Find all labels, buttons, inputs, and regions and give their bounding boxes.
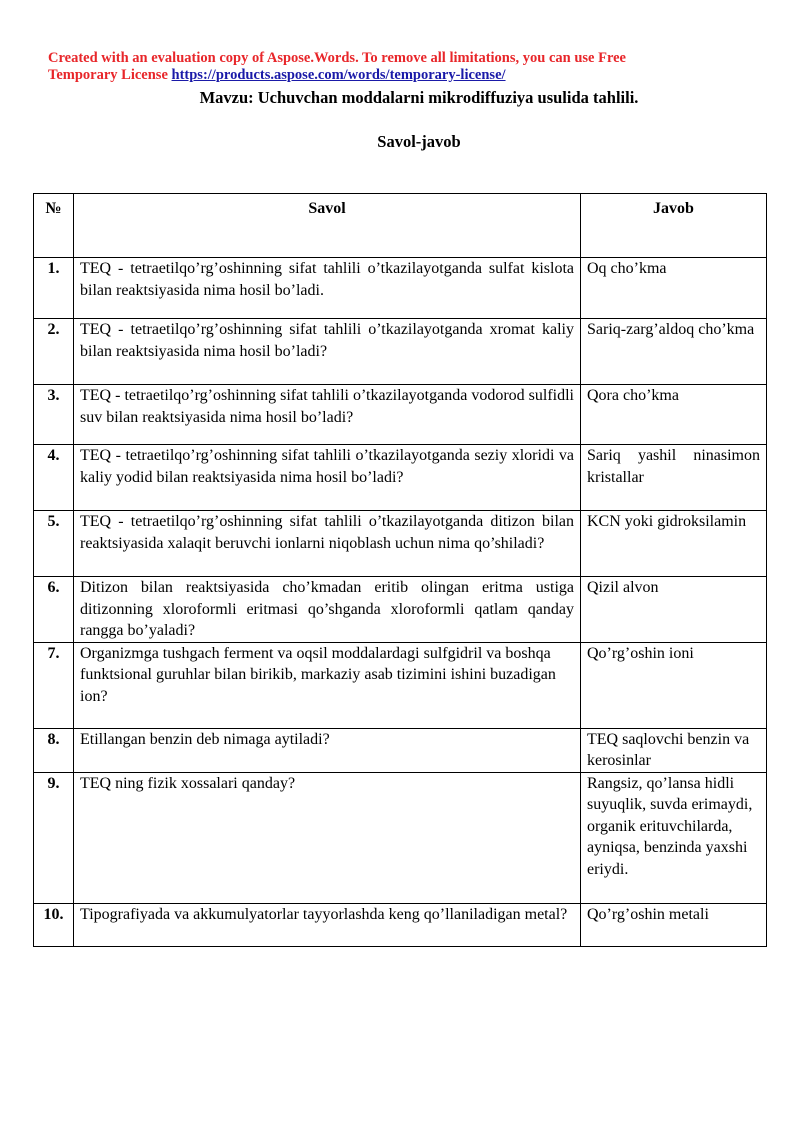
table-row [34, 319, 767, 385]
row-number: 10. [34, 903, 74, 946]
evaluation-watermark [48, 50, 768, 84]
row-question: TEQ - tetraetilqo’rg’oshinning sifat tahlili o’tkazilayotganda sulfat kislota bilan reaktsiyasida nima hosil bo’ladi. [74, 258, 581, 319]
row-answer: TEQ saqlovchi benzin va kerosinlar [581, 728, 767, 772]
row-question: Etillangan benzin deb nimaga aytiladi? [74, 728, 581, 772]
row-question: TEQ - tetraetilqo’rg’oshinning sifat tahlili o’tkazilayotganda vodorod sulfidli suv bilan reaktsiyasida nima hosil bo’ladi? [74, 385, 581, 445]
page-subtitle: Savol-javob [377, 132, 461, 151]
row-number: 3. [34, 385, 74, 445]
table-row [34, 903, 767, 946]
row-question: Ditizon bilan reaktsiyasida cho’kmadan eritib olingan eritma ustiga ditizonning xloroformli eritmasi qo’shganda xloroformli qatlam qanday rangga bo’yaladi? [74, 577, 581, 643]
row-question: TEQ - tetraetilqo’rg’oshinning sifat tahlili o’tkazilayotganda ditizon bilan reaktsiyasida xalaqit beruvchi ionlarni niqoblash uchun nima qo’shiladi? [74, 511, 581, 577]
row-answer: Qora cho’kma [581, 385, 767, 445]
page-title: Mavzu: Uchuvchan moddalarni mikrodiffuziya usulida tahlili. [199, 88, 639, 107]
row-number: 1. [34, 258, 74, 319]
row-answer: Qo’rg’oshin metali [581, 903, 767, 946]
row-answer: Qizil alvon [581, 577, 767, 643]
row-answer: Qo’rg’oshin ioni [581, 642, 767, 728]
row-number: 9. [34, 772, 74, 903]
row-question: Organizmga tushgach ferment va oqsil moddalardagi sulfgidril va boshqa funktsional guruhlar bilan birikib, markaziy asab tizimini ishini buzadigan ion? [74, 642, 581, 728]
row-answer: Rangsiz, qo’lansa hidli suyuqlik, suvda erimaydi, organik erituvchilarda, ayniqsa, benzinda yaxshi eriydi. [581, 772, 767, 903]
row-number: 5. [34, 511, 74, 577]
header-number: № [34, 194, 74, 258]
table-header-row [34, 194, 767, 258]
row-answer: KCN yoki gidroksilamin [581, 511, 767, 577]
row-question: TEQ - tetraetilqo’rg’oshinning sifat tahlili o’tkazilayotganda xromat kaliy bilan reaktsiyasida nima hosil bo’ladi? [74, 319, 581, 385]
row-question: TEQ ning fizik xossalari qanday? [74, 772, 581, 903]
row-number: 7. [34, 642, 74, 728]
row-number: 2. [34, 319, 74, 385]
table-row [34, 728, 767, 772]
row-number: 4. [34, 445, 74, 511]
row-answer: Sariq yashil ninasimon kristallar [581, 445, 767, 511]
watermark-line1: Created with an evaluation copy of Aspose.Words. To remove all limitations, you can use Free [48, 50, 626, 66]
row-answer: Oq cho’kma [581, 258, 767, 319]
table-row [34, 511, 767, 577]
row-number: 8. [34, 728, 74, 772]
header-question: Savol [74, 194, 581, 258]
row-number: 6. [34, 577, 74, 643]
table-row [34, 642, 767, 728]
row-answer: Sariq-zarg’aldoq cho’kma [581, 319, 767, 385]
table-row [34, 772, 767, 903]
table-row [34, 445, 767, 511]
row-question: Tipografiyada va akkumulyatorlar tayyorlashda keng qo’llaniladigan metal? [74, 903, 581, 946]
table-row [34, 258, 767, 319]
table-row [34, 385, 767, 445]
qa-table [33, 193, 767, 947]
temporary-license-link[interactable]: https://products.aspose.com/words/temporary-license/ [171, 67, 506, 83]
table-row [34, 577, 767, 643]
watermark-line2-prefix: Temporary License [48, 67, 172, 83]
row-question: TEQ - tetraetilqo’rg’oshinning sifat tahlili o’tkazilayotganda seziy xloridi va kaliy yodid bilan reaktsiyasida nima hosil bo’ladi? [74, 445, 581, 511]
header-answer: Javob [581, 194, 767, 258]
